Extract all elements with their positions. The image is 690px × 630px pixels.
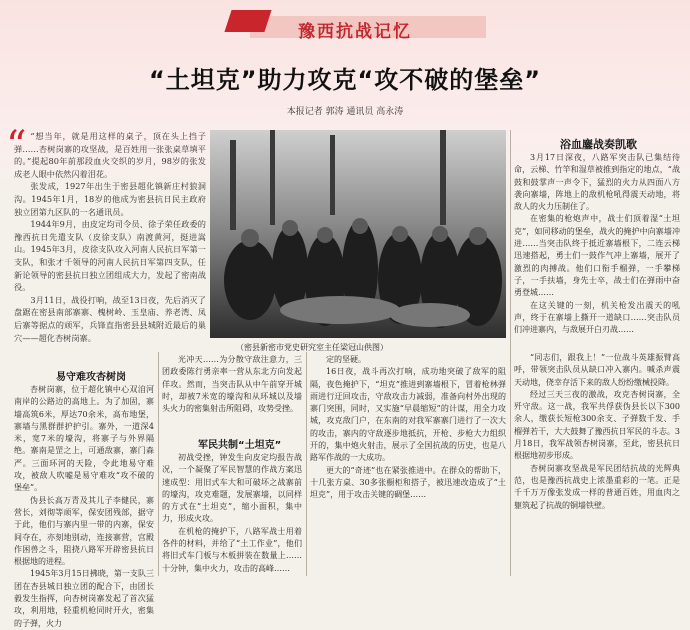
column-divider xyxy=(306,352,307,576)
body-paragraph: 经过三天三夜的激战，攻克杏树岗寨，全歼守敌。这一战，我军共俘获伪县长以下300余人，缴获长短枪300余支、子弹数千发、手榴弹若干，大大鼓舞了豫西抗日军民的斗志。3月18日，我军战领杏树岗寨，至此，密县抗日根据地初步形成。 xyxy=(514,389,680,461)
lead-paragraph: 1944年9月，由皮定均司令员、徐子荣任政委的豫西抗日先遣支队（皮徐支队）南渡黄河，挺进嵩山。1945年3月，皮徐支队攻入河南人民抗日军第一支队，和张才千领导的河南人民抗日军第四支队，任新论领导的密县抗日独立团组成大力，发起了密南战役。 xyxy=(14,219,206,293)
body-paragraph: 1945年3月15日拂晓，第一支队三团在杏县城日独立团的配合下，由团长毅发生指挥，向杏树岗寨发起了首次猛攻，利用地，轻重机枪同时开火，密集的子弹，火力 xyxy=(14,569,154,628)
photo-image xyxy=(210,130,506,338)
body-paragraph: “同志们，跟我上！”一位战斗英雄振臂高呼，带领突击队员从缺口冲入寨内。喊杀声震天动地，侥幸存活下来的敌人纷纷缴械投降。 xyxy=(514,353,680,387)
lead-paragraph: 3月11日，战役打响，战至13日夜，先后消灭了盘踞在密县南部寨寨、槐树岭、玉皇庙、养老湾、凤后寨等据点的顽军，兵锋直指密县县城附近最后的巢穴——超化杏树岗寨。 xyxy=(14,294,206,343)
column-divider xyxy=(158,352,159,576)
tank-column-2 xyxy=(162,452,302,576)
heading-victory: 浴血鏖战奏凯歌 xyxy=(560,138,637,151)
heading-tank: 军民共制“土坦克” xyxy=(198,440,282,451)
lead-paragraph: 张发成，1927年出生于密县超化镇新庄村狼洞沟。1945年1月，18岁的他成为密县抗日民主政府独立团第九区队的一名通讯员。 xyxy=(14,181,206,217)
quote-mark-icon: “ xyxy=(6,123,27,169)
body-paragraph: 在密集的枪炮声中，战士们顶着湿“土坦克”，如同移动的堡垒，战火的掩护中向寨墙冲进……当突击队终于抵近寨墙根下，二连云梯迅速搭起，勇士们一鼓作气冲上寨墙，展开了激烈的肉搏战。他们口衔手榴弹，一手攀梯子，一手扶墙，身先士卒，战士们在弹雨中奋勇登城…… xyxy=(514,214,680,298)
section-banner xyxy=(228,8,486,40)
article-title: “土坦克”助力攻克“攻不破的堡垒” xyxy=(148,66,542,94)
heading-attack: 易守难攻杏树岗 xyxy=(56,372,126,383)
body-paragraph: 在机枪的掩护下，八路军战士用着各件的材料，并给了“土工作业”，他们将旧式车门板与木板拼装在数量上……十分钟，集中火力，攻击的高峰…… xyxy=(162,526,302,573)
lead-paragraph: “想当年，就是用这样的桌子，顶在头上挡子弹……杏树岗寨的攻坚战，是百姓用一张张桌草填平的。”提起80年前那段血火交织的岁月，98岁的张发成老人眼中依然闪着泪花。 xyxy=(14,131,206,179)
victory-column-4 xyxy=(514,152,680,348)
flag-icon xyxy=(224,10,271,32)
body-paragraph: 在这关键的一刻，机关枪发出震天的吼声，终于在寨墙上撕开一道缺口……突击队员们冲进寨内，与敌展开白刃战…… xyxy=(514,300,680,335)
body-paragraph: 伪县长高万青及其儿子李健民，寨营长，刘彻等顽军，保安团残部，据守于此，他们与寨内里一带的内寨，保安间夺在，亦刻地别动，连接寨营，宫殿作困兽之斗，阻挠八路军开辟密县抗日根据地的进程。 xyxy=(14,495,154,567)
body-paragraph: 杏树岗寨攻坚战是军民团结抗战的光辉典范，也是豫西抗战史上浓墨重彩的一笔。正是千千万万像张发成一样的普通百姓，用血肉之躯筑起了抗战的铜墙铁壁。 xyxy=(514,463,680,510)
body-paragraph: 初战受挫，钟发生向皮定均报告战况，一个凝聚了军民智慧的作战方案迅速成型：用旧式车大和可破坏之战寨前的壕沟，攻克难题，发展寨墙，以同样的方式在“土坦克”，缩小面积，集中力，形成火攻。 xyxy=(162,453,302,524)
photo-caption: （密县新密市党史研究室主任梁冠山供图） xyxy=(236,343,388,352)
body-paragraph: 杏树岗寨，位于超化镇中心双洎河南岸的公路边的高地上。为了加固，寨墙高筑6米，厚达70余米，高布地堡，寨墙与黑群群护护引。寨外，一道深4米，宽7米的壕沟，将寨子与外界隔绝。寨南是罡之上，可通敌寨，寨门森严。三面环河的天险，令此地易守难攻，被敌人吹嘘是易守难攻“攻不破的堡垒”。 xyxy=(14,385,154,493)
victory-column-5 xyxy=(514,352,680,576)
body-paragraph: 3月17日深夜，八路军突击队已集结待命，云梯、竹竿和湿草被推到指定的地点，“战鼓和鼓掌声一声令下，猛烈的火力从四面八方袭向寨墙，阵地上的敌机枪吼得震天动地，将敌人的火力压制住了。 xyxy=(514,153,680,212)
attack-column-2 xyxy=(162,354,302,428)
article-byline: 本报记者 郭涛 通讯员 高永涛 xyxy=(286,107,404,117)
body-paragraph: 16日夜，战斗再次打响，成功地突破了敌军的阻隔，夜色掩护下，“坦克”推进到寨墙根下，冒着枪林弹雨进行迂回攻击，守敌攻击力减弱，准备向村外出现的寨门突围，同时，又实施“早晨缩短”的计谋，用全力攻城，攻克敌门户，在东南的对我军寨寨门进行了一次大的攻击，寨内的守敌逐步地抵抗，开枪、步枪大力组织开的，集中炮火射击，展示了全国抗战的历史，也是八路军作战的一大成功。 xyxy=(310,367,506,463)
section-label: 豫西抗战记忆 xyxy=(298,22,412,42)
body-paragraph: 更大的“奇迹”也在紧张推进中。在群众的帮助下，十几张方桌、30多张橱柜和搭子，被迅速改造成了“土坦克”，用于攻击关键的碉堡…… xyxy=(310,465,506,500)
attack-column-1 xyxy=(14,384,154,628)
column-divider xyxy=(510,130,511,576)
body-paragraph: 光冲天……为分散守敌注意力，三团政委陈行勇亲率一营从东北方向发起佯攻。然而，当突击队从中午前穿开城时，却被7米宽的壕沟和从环城以及墙头火力的密集射击所阻碍，攻势受挫。 xyxy=(162,355,302,414)
tank-column-3 xyxy=(310,354,506,576)
body-paragraph: 定的坚硬。 xyxy=(326,355,366,364)
historical-photo xyxy=(210,130,506,338)
lead-text xyxy=(14,130,206,344)
